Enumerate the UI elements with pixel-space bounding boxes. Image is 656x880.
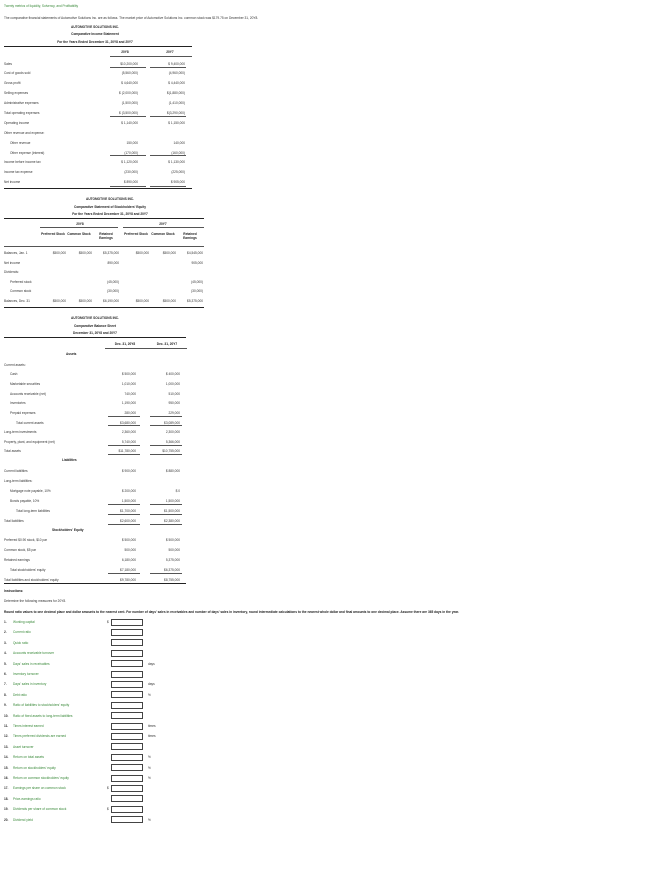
assets-heading: Assets [66, 352, 77, 356]
equity-cell: $6,190,000 [103, 299, 119, 303]
equity-cell: $500,000 [162, 299, 176, 303]
item-label: Dividend yield [13, 817, 33, 822]
balance-row-label: Total stockholders' equity [10, 568, 46, 572]
equity-column-header: Preferred Stock [124, 232, 148, 236]
balance-col2: Dec. 31, 20Y7 [156, 342, 178, 346]
equity-cell: (30,000) [107, 289, 119, 293]
equity-cell: $500,000 [52, 251, 66, 255]
item-label: Return on common stockholders' equity [13, 776, 69, 780]
balance-row-label: Preferred $0.90 stock, $10 par [4, 538, 48, 542]
income-row-value-20y8: $ (2,000,000) [119, 91, 138, 95]
equity-row-label: Balances, Dec. 31 [4, 299, 30, 303]
income-row-value-20y8: $ 1,140,000 [121, 121, 138, 125]
income-row-label: Operating income [4, 121, 30, 125]
income-row-value-20y7: (4,960,000) [168, 71, 185, 75]
answer-input[interactable] [111, 733, 143, 740]
equity-cell: $500,000 [78, 299, 92, 303]
item-number: 18. [4, 796, 9, 801]
equity-column-header: Preferred Stock [41, 232, 65, 236]
instructions-line2: Round ratio values to one decimal place and dollar amounts to the nearest cent. For number of days' sales in receivables and number of days' sales in inventory, round intermediate calculations to the nearest whole dollar and final amounts to one decimal place. Assume there are 365 days in the year. [4, 610, 459, 614]
equity-cell: $500,000 [162, 251, 176, 255]
balance-value-20y7: 1,000,000 [165, 382, 180, 386]
item-unit: days [148, 661, 155, 666]
answer-input[interactable] [111, 691, 143, 698]
equity-row-label: Common stock [10, 289, 32, 293]
item-number: 5. [4, 661, 7, 666]
item-number: 16. [4, 776, 9, 780]
item-number: 17. [4, 786, 9, 791]
answer-input[interactable] [111, 702, 143, 709]
income-period: For the Years Ended December 31, 20Y8 and 20Y7 [57, 40, 133, 44]
balance-row-label: Marketable securities [10, 382, 41, 386]
balance-value-20y7: $ 400,000 [165, 372, 180, 376]
equity-row-label: Balances, Jan. 1 [4, 251, 28, 255]
item-label: Price-earnings ratio [13, 796, 41, 801]
item-number: 3. [4, 640, 7, 645]
income-row-value-20y8: $ 1,120,000 [121, 160, 138, 164]
balance-value-20y7: $8,755,000 [164, 578, 180, 582]
balance-value-20y8: 5,740,000 [121, 440, 136, 444]
item-label: Return on stockholders' equity [13, 765, 56, 770]
item-label: Return on total assets [13, 755, 45, 760]
income-row-value-20y7: $(1,880,000) [166, 91, 185, 95]
item-label: Ratio of liabilities to stockholders' equity [13, 703, 70, 708]
balance-row-label: Prepaid expenses [10, 411, 36, 415]
item-label: Times preferred dividends are earned [13, 734, 67, 739]
balance-value-20y8: $1,700,000 [120, 509, 136, 513]
balance-row-label: Current liabilities [4, 469, 28, 473]
equity-cell: (45,000) [191, 280, 203, 284]
balance-value-20y8: $2,600,000 [120, 519, 136, 523]
balance-row-label: Current assets: [4, 363, 26, 367]
balance-value-20y8: 280,000 [124, 411, 136, 415]
balance-company: AUTOMOTIVE SOLUTIONS INC. [71, 316, 119, 320]
balance-value-20y8: 6,180,000 [121, 558, 136, 562]
balance-value-20y7: $2,380,000 [164, 519, 180, 523]
balance-value-20y7: $ 0 [175, 489, 180, 493]
item-number: 9. [4, 703, 7, 708]
balance-row-label: Retained earnings [4, 558, 30, 562]
equity-column-header: Retained Earnings [183, 232, 197, 240]
item-unit: % [148, 765, 151, 770]
equity-company: AUTOMOTIVE SOLUTIONS INC. [86, 197, 134, 201]
equity-row-label: Net income [4, 261, 21, 265]
item-label: Dividends per share of common stock [13, 807, 67, 812]
income-col1: 20Y8 [121, 50, 129, 54]
balance-value-20y7: $3,089,000 [164, 421, 180, 425]
equity-cell: 905,000 [191, 261, 203, 265]
answer-input[interactable] [111, 639, 143, 646]
item-number: 10. [4, 713, 9, 718]
balance-value-20y7: 500,000 [168, 548, 180, 552]
income-row-label: Gross profit [4, 81, 21, 85]
item-number: 20. [4, 817, 9, 822]
answer-input[interactable] [111, 785, 143, 792]
income-company: AUTOMOTIVE SOLUTIONS INC. [71, 25, 119, 29]
balance-value-20y7: $ 500,000 [165, 538, 180, 542]
item-label: Working capital [13, 620, 35, 624]
answer-input[interactable] [111, 795, 143, 802]
item-unit: times [148, 724, 156, 728]
item-dollar-sign: $ [107, 620, 109, 624]
answer-input[interactable] [111, 712, 143, 719]
balance-value-20y7: 950,000 [168, 401, 180, 405]
balance-row-label: Total liabilities [4, 519, 24, 523]
income-row-value-20y7: (225,000) [171, 170, 185, 174]
equity-column-header: Common Stock [67, 232, 91, 236]
equity-heading: Stockholders' Equity [52, 528, 84, 532]
item-label: Earnings per share on common stock [13, 786, 66, 791]
item-label: Debt ratio [13, 692, 27, 697]
balance-value-20y8: $ 500,000 [121, 538, 136, 542]
item-number: 11. [4, 724, 9, 728]
income-row-value-20y8: $ 4,640,000 [121, 81, 138, 85]
income-row-value-20y8: $ 890,000 [123, 180, 138, 184]
balance-value-20y8: $3,680,000 [120, 421, 136, 425]
equity-cell: 890,000 [107, 261, 119, 265]
answer-input[interactable] [111, 816, 143, 823]
income-row-label: Income tax expense [4, 170, 33, 174]
item-number: 4. [4, 651, 7, 656]
equity-title: Comparative Statement of Stockholders' Equity [74, 205, 146, 209]
item-label: Accounts receivable turnover [13, 651, 55, 656]
income-title: Comparative Income Statement [71, 32, 119, 36]
income-row-value-20y7: $ 1,130,000 [168, 160, 185, 164]
balance-row-label: Total long-term liabilities [16, 509, 51, 513]
income-row-value-20y7: $ 1,150,000 [168, 121, 185, 125]
income-row-value-20y8: (230,000) [124, 170, 138, 174]
balance-row-label: Mortgage note payable, 10% [10, 489, 51, 493]
answer-input[interactable] [111, 754, 143, 761]
item-number: 15. [4, 765, 9, 770]
balance-value-20y7: $6,375,000 [164, 568, 180, 572]
income-row-value-20y7: $ 4,440,000 [168, 81, 185, 85]
income-row-value-20y8: $10,200,000 [120, 62, 138, 66]
income-row-label: Administrative expenses [4, 101, 39, 105]
income-row-label: Income before income tax [4, 160, 41, 164]
balance-value-20y7: $10,755,000 [162, 449, 180, 453]
balance-value-20y7: 510,000 [168, 392, 180, 396]
balance-value-20y8: $11,780,000 [118, 449, 136, 453]
equity-year2: 20Y7 [159, 222, 167, 226]
answer-input[interactable] [111, 619, 143, 626]
equity-cell: $500,000 [135, 251, 149, 255]
equity-cell: (30,000) [191, 289, 203, 293]
item-label: Days' sales in inventory [13, 682, 47, 687]
income-row-label: Cost of goods sold [4, 71, 31, 75]
income-row-value-20y7: (160,000) [171, 151, 185, 155]
item-unit: % [148, 692, 151, 697]
item-dollar-sign: $ [107, 786, 109, 791]
item-label: Current ratio [13, 630, 31, 635]
answer-input[interactable] [111, 660, 143, 667]
balance-value-20y7: $1,500,000 [164, 509, 180, 513]
item-unit: % [148, 755, 151, 760]
income-row-label: Other revenue [10, 141, 31, 145]
item-label: Asset turnover [13, 744, 34, 749]
liabilities-heading: Liabilities [62, 458, 77, 462]
income-row-value-20y8: (170,000) [124, 151, 138, 155]
answer-input[interactable] [111, 671, 143, 678]
equity-cell: $500,000 [135, 299, 149, 303]
balance-value-20y8: $ 200,000 [121, 489, 136, 493]
balance-row-label: Long-term liabilities: [4, 479, 33, 483]
balance-value-20y8: 740,000 [124, 392, 136, 396]
income-row-label: Selling expenses [4, 91, 29, 95]
item-label: Ratio of fixed assets to long-term liabilities [13, 713, 73, 718]
balance-row-label: Common stock, $5 par [4, 548, 37, 552]
item-number: 19. [4, 807, 9, 812]
answer-input[interactable] [111, 629, 143, 636]
answer-input[interactable] [111, 775, 143, 782]
answer-input[interactable] [111, 743, 143, 750]
balance-row-label: Total current assets [16, 421, 44, 425]
item-label: Days' sales in receivables [13, 661, 50, 666]
income-row-label: Total operating expenses [4, 111, 40, 115]
income-row-label: Sales [4, 62, 12, 66]
income-row-value-20y7: $ 9,400,000 [168, 62, 185, 66]
income-row-value-20y8: 150,000 [126, 141, 138, 145]
answer-input[interactable] [111, 764, 143, 771]
equity-cell: $500,000 [78, 251, 92, 255]
balance-value-20y7: 5,375,000 [165, 558, 180, 562]
equity-column-header: Retained Earnings [99, 232, 113, 240]
income-row-value-20y7: $ 905,000 [170, 180, 185, 184]
income-row-label: Other expense (interest) [10, 151, 45, 155]
balance-value-20y8: 1,010,000 [121, 382, 136, 386]
item-unit: % [148, 817, 151, 822]
item-dollar-sign: $ [107, 807, 109, 812]
income-col2: 20Y7 [166, 50, 174, 54]
item-number: 13. [4, 744, 9, 749]
balance-row-label: Inventories [10, 401, 26, 405]
item-number: 14. [4, 755, 9, 760]
balance-value-20y7: 229,000 [168, 411, 180, 415]
income-row-value-20y8: (5,560,000) [121, 71, 138, 75]
income-row-value-20y8: $ (3,500,000) [119, 111, 138, 115]
balance-period: December 31, 20Y8 and 20Y7 [73, 331, 117, 335]
income-row-value-20y7: (1,410,000) [168, 101, 185, 105]
balance-row-label: Accounts receivable (net) [10, 392, 46, 396]
answer-input[interactable] [111, 650, 143, 657]
item-label: Times interest earned [13, 724, 44, 728]
answer-input[interactable] [111, 681, 143, 688]
equity-period: For the Years Ended December 31, 20Y8 and 20Y7 [72, 212, 148, 216]
instructions-heading: Instructions: [4, 589, 24, 593]
balance-row-label: Bonds payable, 10% [10, 499, 40, 503]
item-number: 6. [4, 672, 7, 676]
item-unit: days [148, 682, 155, 687]
balance-row-label: Cash [10, 372, 18, 376]
item-number: 8. [4, 692, 7, 697]
balance-value-20y7: 1,500,000 [165, 499, 180, 503]
answer-input[interactable] [111, 723, 143, 730]
item-number: 7. [4, 682, 7, 687]
balance-row-label: Property, plant, and equipment (net) [4, 440, 55, 444]
balance-value-20y8: $7,180,000 [120, 568, 136, 572]
item-unit: % [148, 776, 151, 780]
equity-cell: $5,375,000 [187, 299, 203, 303]
answer-input[interactable] [111, 806, 143, 813]
item-unit: times [148, 734, 156, 739]
equity-year1: 20Y8 [76, 222, 84, 226]
balance-title: Comparative Balance Sheet [74, 324, 116, 328]
equity-cell: $500,000 [52, 299, 66, 303]
equity-column-header: Common Stock [151, 232, 175, 236]
item-number: 12. [4, 734, 9, 739]
balance-value-20y7: 2,300,000 [165, 430, 180, 434]
balance-value-20y7: $ 880,000 [165, 469, 180, 473]
intro-text: The comparative financial statements of Automotive Solutions Inc. are as follows. The market price of Automotive Solutions Inc. common stock was $179.75 on December 31, 20Y8. [4, 16, 259, 20]
item-label: Inventory turnover [13, 672, 39, 676]
balance-value-20y8: 1,190,000 [121, 401, 136, 405]
income-row-value-20y7: $(3,290,000) [166, 111, 185, 115]
equity-cell: $5,375,000 [103, 251, 119, 255]
income-row-value-20y8: (1,500,000) [121, 101, 138, 105]
item-number: 1. [4, 620, 7, 624]
balance-value-20y8: 2,360,000 [121, 430, 136, 434]
balance-col1: Dec. 31, 20Y8 [114, 342, 136, 346]
balance-row-label: Long-term investments [4, 430, 37, 434]
item-label: Quick ratio [13, 640, 29, 645]
balance-value-20y7: 5,366,000 [165, 440, 180, 444]
balance-value-20y8: 1,500,000 [121, 499, 136, 503]
item-number: 2. [4, 630, 7, 635]
income-row-label: Other revenue and expense: [4, 131, 45, 135]
balance-value-20y8: $ 900,000 [121, 469, 136, 473]
balance-row-label: Total liabilities and stockholders' equity [4, 578, 59, 582]
income-row-label: Net income [4, 180, 21, 184]
balance-value-20y8: $ 500,000 [121, 372, 136, 376]
equity-cell: $4,545,000 [187, 251, 203, 255]
page-heading: Twenty metrics of liquidity, Solvency, and Profitability [4, 4, 79, 8]
balance-value-20y8: $9,780,000 [120, 578, 136, 582]
equity-cell: (45,000) [107, 280, 119, 284]
instructions-line1: Determine the following measures for 20Y8. [4, 599, 67, 603]
income-row-value-20y7: 140,000 [173, 141, 185, 145]
equity-row-label: Dividends: [4, 270, 19, 274]
equity-row-label: Preferred stock [10, 280, 32, 284]
balance-row-label: Total assets [4, 449, 21, 453]
balance-value-20y8: 500,000 [124, 548, 136, 552]
